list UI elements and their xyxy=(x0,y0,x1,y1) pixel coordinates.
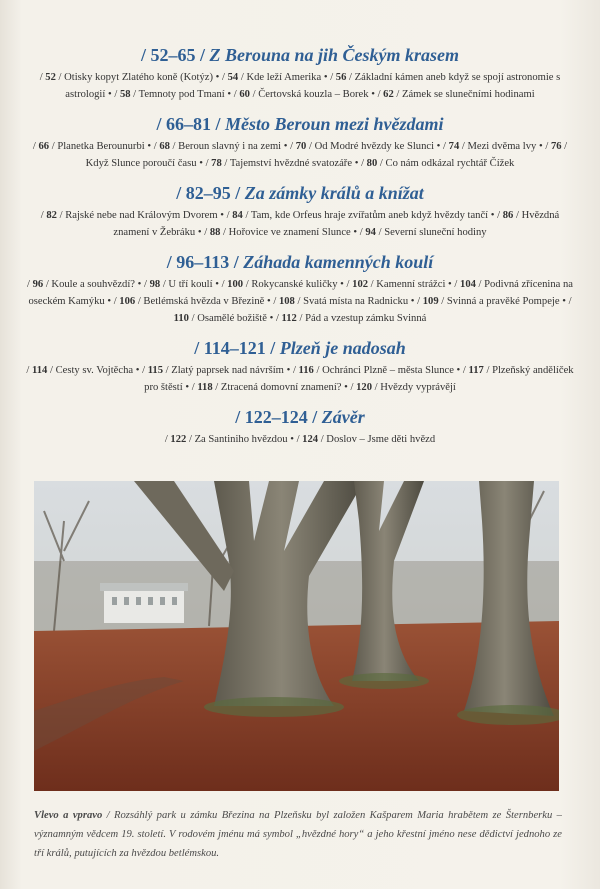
entry-title: Čertovská kouzla – Borek xyxy=(258,89,369,100)
section-title: Z Berouna na jih Českým krasem xyxy=(209,45,460,65)
entry-page-number: 94 xyxy=(365,227,376,238)
entry-page-number: 82 xyxy=(46,210,57,221)
entry-page-number: 124 xyxy=(302,434,319,445)
section-heading: / 82–95 / Za zámky králů a knížat xyxy=(176,183,424,203)
entry-title: Hvězdná znamení v Žebráku xyxy=(113,210,560,238)
entry-page-number: 74 xyxy=(448,141,460,152)
toc-section xyxy=(0,182,600,241)
toc-section xyxy=(0,44,600,103)
entry-page-number: 96 xyxy=(32,279,44,290)
entry-page-number: 78 xyxy=(211,158,222,169)
entry-title: Doslov – Jsme děti hvězd xyxy=(326,434,436,445)
entry-page-number: 112 xyxy=(281,313,297,324)
section-page-range: 66–81 xyxy=(165,114,211,134)
section-entries: / 52 / Otisky kopyt Zlatého koně (Kotýz) • / 54 / Kde leží Amerika • / 56 / Základní kámen aneb když se spojí astronomie s astrologií • / 58 / Temnoty pod Tmaní • / 60 / Čertovská kouzla – Borek • / 62 / Zámek se slunečními hodinami xyxy=(39,72,561,100)
entry-title: Podivná zřícenina na oseckém Kamýku xyxy=(28,279,573,307)
section-title: Za zámky králů a knížat xyxy=(244,183,424,203)
entry-title: U tří koulí xyxy=(168,279,213,290)
entry-page-number: 120 xyxy=(356,382,372,393)
entry-title: Pád a vzestup zámku Svinná xyxy=(305,313,427,324)
park-photo xyxy=(34,481,559,791)
section-entries: / 96 / Koule a souhvězdí? • / 98 / U tří koulí • / 100 / Rokycanské kuličky • / 102 / Kamenní strážci • / 104 / Podivná zřícenina na oseckém Kamýku • / 106 / Betlémská hvězda v Březině • / 108 / Svatá místa na Radnicku • / 109 / Svinná a pravěké Pompeje • / 110 / Osamělé božiště • / 112 / Pád a vzestup zámku Svinná xyxy=(26,279,573,324)
entry-page-number: 117 xyxy=(468,365,484,376)
entry-page-number: 98 xyxy=(149,279,161,290)
entry-page-number: 86 xyxy=(502,210,514,221)
section-title: Záhada kamenných koulí xyxy=(243,252,434,272)
entry-page-number: 108 xyxy=(278,296,295,307)
entry-title: Svatá místa na Radnicku xyxy=(303,296,409,307)
entry-title: Hvězdy vyprávějí xyxy=(380,382,456,393)
entry-title: Mezi dvěma lvy xyxy=(467,141,537,152)
toc-section xyxy=(0,113,600,172)
entry-page-number: 52 xyxy=(45,72,56,83)
entry-title: Severní sluneční hodiny xyxy=(384,227,487,238)
entry-page-number: 110 xyxy=(173,313,189,324)
section-heading: / 114–121 / Plzeň je nadosah xyxy=(194,338,406,358)
section-title: Město Beroun mezi hvězdami xyxy=(225,114,444,134)
caption-text: Rozsáhlý park u zámku Březina na Plzeňsku byl založen Kašparem Maria hrabětem ze Šternberku – významným vědcem 19. století. V rodovém jménu má symbol „hvězdné hory“ a jeho křestní jméno nese dědictví jednoho ze tří králů, putujících za hvězdou betlémskou. xyxy=(34,810,562,859)
section-entries: / 82 / Rajské nebe nad Královým Dvorem • / 84 / Tam, kde Orfeus hraje zvířatům aneb když hvězdy tančí • / 86 / Hvězdná znamení v Žebráku • / 88 / Hořovice ve znamení Slunce • / 94 / Severní sluneční hodiny xyxy=(40,210,560,238)
entry-title: Koule a souhvězdí? xyxy=(51,279,135,290)
entry-title: Kamenní strážci xyxy=(376,279,446,290)
entry-page-number: 114 xyxy=(32,365,48,376)
entry-page-number: 109 xyxy=(422,296,439,307)
section-entries: / 66 / Planetka Berounurbi • / 68 / Beroun slavný i na zemi • / 70 / Od Modré hvězdy ke Slunci • / 74 / Mezi dvěma lvy • / 76 / Když Slunce poroučí času • / 78 / Tajemství hvězdné svatozáře • / 80 / Co nám odkázal rychtář Čížek xyxy=(32,141,568,169)
entry-title: Hořovice ve znamení Slunce xyxy=(228,227,351,238)
park-photo-illustration xyxy=(34,481,559,791)
section-title: Plzeň je nadosah xyxy=(279,338,406,358)
entry-title: Planetka Berounurbi xyxy=(57,141,145,152)
photo-caption: Vlevo a vpravo / Rozsáhlý park u zámku Březina na Plzeňsku byl založen Kašparem Maria hrabětem ze Šternberku – významným vědcem 19. století. V rodovém jménu má symbol „hvězdné hory“ a jeho křestní jméno nese dědictví jednoho ze tří králů, putujících za hvězdou betlémskou. xyxy=(34,810,562,859)
caption-lead: Vlevo a vpravo xyxy=(34,810,103,821)
toc-section xyxy=(0,337,600,396)
section-page-range: 96–113 xyxy=(176,252,230,272)
section-heading: / 66–81 / Město Beroun mezi hvězdami xyxy=(156,114,444,134)
entry-page-number: 104 xyxy=(460,279,476,290)
entry-title: Svinná a pravěké Pompeje xyxy=(446,296,560,307)
entry-page-number: 100 xyxy=(227,279,244,290)
entry-page-number: 115 xyxy=(147,365,163,376)
section-entries: / 122 / Za Santiniho hvězdou • / 124 / Doslov – Jsme děti hvězd xyxy=(164,434,436,445)
toc-section xyxy=(0,406,600,448)
entry-page-number: 60 xyxy=(239,89,250,100)
entry-page-number: 116 xyxy=(298,365,314,376)
section-page-range: 122–124 xyxy=(244,407,308,427)
entry-title: Co nám odkázal rychtář Čížek xyxy=(385,158,515,169)
section-heading: / 122–124 / Závěr xyxy=(235,407,365,427)
entry-title: Beroun slavný i na zemi xyxy=(178,141,282,152)
entry-page-number: 88 xyxy=(209,227,221,238)
toc-section xyxy=(0,251,600,327)
entry-title: Rokycanské kuličky xyxy=(251,279,338,290)
entry-title: Betlémská hvězda v Březině xyxy=(143,296,265,307)
entry-page-number: 58 xyxy=(119,89,131,100)
entry-page-number: 118 xyxy=(197,382,213,393)
entry-title: Rajské nebe nad Královým Dvorem xyxy=(65,210,218,221)
entry-title: Základní kámen aneb když se spojí astronomie s astrologií xyxy=(65,72,561,100)
entry-title: Od Modré hvězdy ke Slunci xyxy=(314,141,435,152)
section-page-range: 82–95 xyxy=(185,183,231,203)
section-entries: / 114 / Cesty sv. Vojtěcha • / 115 / Zlatý paprsek nad návrším • / 116 / Ochránci Plzně – města Slunce • / 117 / Plzeňský andělíček pro štěstí • / 118 / Ztracená domovní znamení? • / 120 / Hvězdy vyprávějí xyxy=(26,365,574,393)
entry-page-number: 66 xyxy=(38,141,50,152)
entry-title: Zámek se slunečními hodinami xyxy=(402,89,535,100)
entry-page-number: 106 xyxy=(119,296,136,307)
entry-page-number: 62 xyxy=(383,89,394,100)
entry-page-number: 122 xyxy=(170,434,187,445)
entry-title: Tajemství hvězdné svatozáře xyxy=(229,158,353,169)
entry-page-number: 102 xyxy=(352,279,369,290)
entry-page-number: 80 xyxy=(366,158,378,169)
entry-page-number: 54 xyxy=(227,72,239,83)
entry-title: Kde leží Amerika xyxy=(246,72,322,83)
entry-page-number: 76 xyxy=(550,141,562,152)
entry-title: Když Slunce poroučí času xyxy=(85,158,197,169)
entry-title: Cesty sv. Vojtěcha xyxy=(55,365,134,376)
entry-title: Plzeňský andělíček pro štěstí xyxy=(144,365,574,393)
table-of-contents xyxy=(0,44,600,458)
entry-page-number: 70 xyxy=(295,141,307,152)
section-heading: / 96–113 / Záhada kamenných koulí xyxy=(166,252,434,272)
section-heading: / 52–65 / Z Berouna na jih Českým krasem xyxy=(140,45,460,65)
section-page-range: 114–121 xyxy=(203,338,266,358)
entry-page-number: 84 xyxy=(232,210,243,221)
entry-title: Zlatý paprsek nad návrším xyxy=(171,365,284,376)
entry-title: Temnoty pod Tmaní xyxy=(138,89,225,100)
section-page-range: 52–65 xyxy=(150,45,196,65)
entry-title: Ochránci Plzně – města Slunce xyxy=(322,365,454,376)
entry-title: Tam, kde Orfeus hraje zvířatům aneb když hvězdy tančí xyxy=(250,210,489,221)
section-title: Závěr xyxy=(321,407,365,427)
entry-page-number: 68 xyxy=(159,141,170,152)
entry-page-number: 56 xyxy=(335,72,347,83)
entry-title: Otisky kopyt Zlatého koně (Kotýz) xyxy=(64,72,214,83)
entry-title: Za Santiniho hvězdou xyxy=(194,434,288,445)
entry-title: Ztracená domovní znamení? xyxy=(220,382,342,393)
entry-title: Osamělé božiště xyxy=(197,313,267,324)
